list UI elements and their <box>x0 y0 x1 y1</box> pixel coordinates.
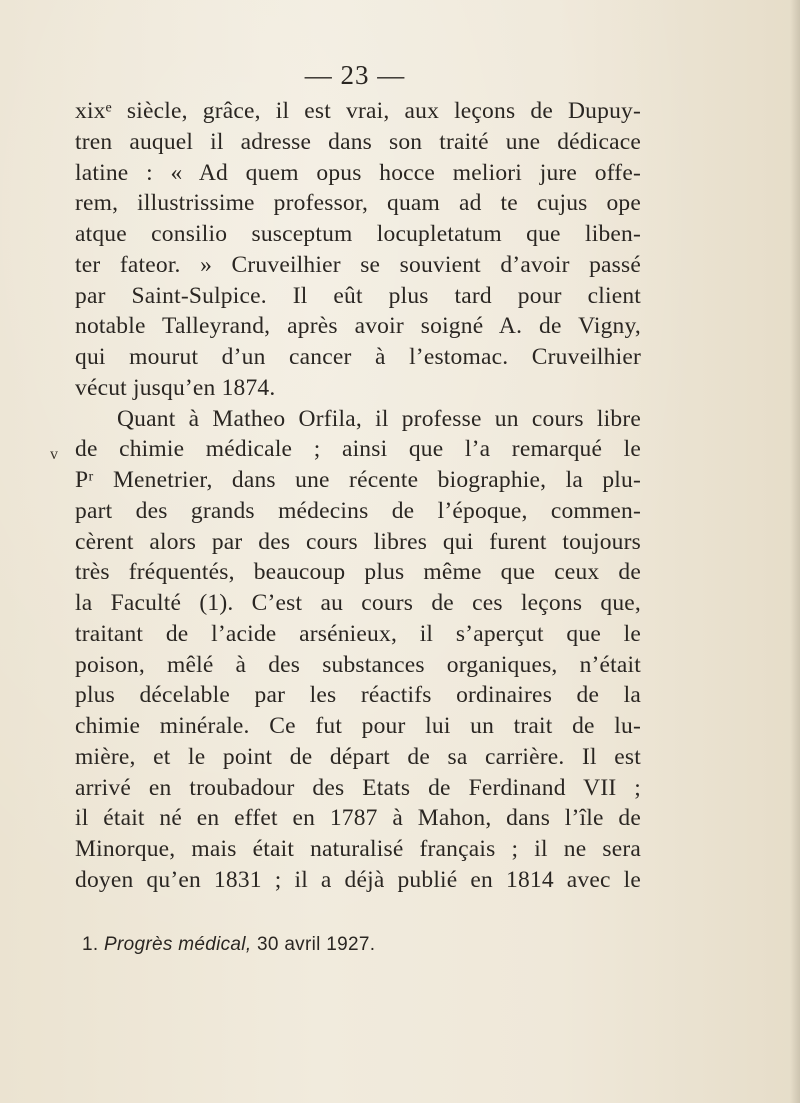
text-line: par Saint-Sulpice. Il eût plus tard pour client <box>75 282 641 309</box>
text-line: la Faculté (1). C’est au cours de ces leçons que, <box>75 590 641 616</box>
text-line: notable Talleyrand, après avoir soigné A. de Vigny, <box>75 313 641 340</box>
text-line: arrivé en troubadour des Etats de Ferdinand VII ; <box>75 774 641 801</box>
margin-mark: v <box>50 446 58 463</box>
text-line: part des grands médecins de l’époque, commen- <box>75 497 641 524</box>
text-line: Minorque, mais était naturalisé français ; il ne sera <box>75 836 641 862</box>
footnote-marker: 1. <box>82 934 99 955</box>
text-line: traitant de l’acide arsénieux, il s’aperçut que le <box>75 620 641 647</box>
page-number: — 23 — <box>304 60 406 90</box>
text-line: qui mourut d’un cancer à l’estomac. Cruveilhier <box>75 344 641 370</box>
text-line: mière, et le point de départ de sa carrière. Il est <box>75 743 641 770</box>
text-line: de chimie médicale ; ainsi que l’a remarqué le <box>75 436 641 463</box>
text-line: il était né en effet en 1787 à Mahon, dans l’île de <box>75 805 641 832</box>
footnote-title: Progrès médical, <box>104 934 252 955</box>
text-line: atque consilio susceptum locupletatum que liben- <box>75 221 641 247</box>
text-line: xixᵉ siècle, grâce, il est vrai, aux leçons de Dupuy- <box>75 98 641 124</box>
text-line: Pʳ Menetrier, dans une récente biographie, la plu- <box>75 467 641 493</box>
text-line: vécut jusqu’en 1874. <box>75 374 276 401</box>
text-line: très fréquentés, beaucoup plus même que ceux de <box>75 559 641 586</box>
text-line: tren auquel il adresse dans son traité une dédicace <box>75 128 641 155</box>
text-line: plus décelable par les réactifs ordinaires de la <box>75 682 641 709</box>
text-line: doyen qu’en 1831 ; il a déjà publié en 1814 avec le <box>75 866 641 893</box>
text-line: poison, mêlé à des substances organiques, n’était <box>75 651 641 678</box>
text-line: cèrent alors par des cours libres qui furent toujours <box>75 528 641 555</box>
text-line: rem, illustrissime professor, quam ad te cujus ope <box>75 190 641 217</box>
text-line: chimie minérale. Ce fut pour lui un trait de lu- <box>75 713 641 739</box>
text-line: ter fateor. » Cruveilhier se souvient d’avoir passé <box>75 251 641 278</box>
page-edge-shadow <box>790 0 800 1103</box>
text-line: latine : « Ad quem opus hocce meliori jure offe- <box>75 159 641 186</box>
footnote <box>82 934 375 956</box>
footnote-date: 30 avril 1927. <box>257 934 376 955</box>
text-line: Quant à Matheo Orfila, il professe un cours libre <box>117 405 641 432</box>
body-text <box>75 96 641 896</box>
